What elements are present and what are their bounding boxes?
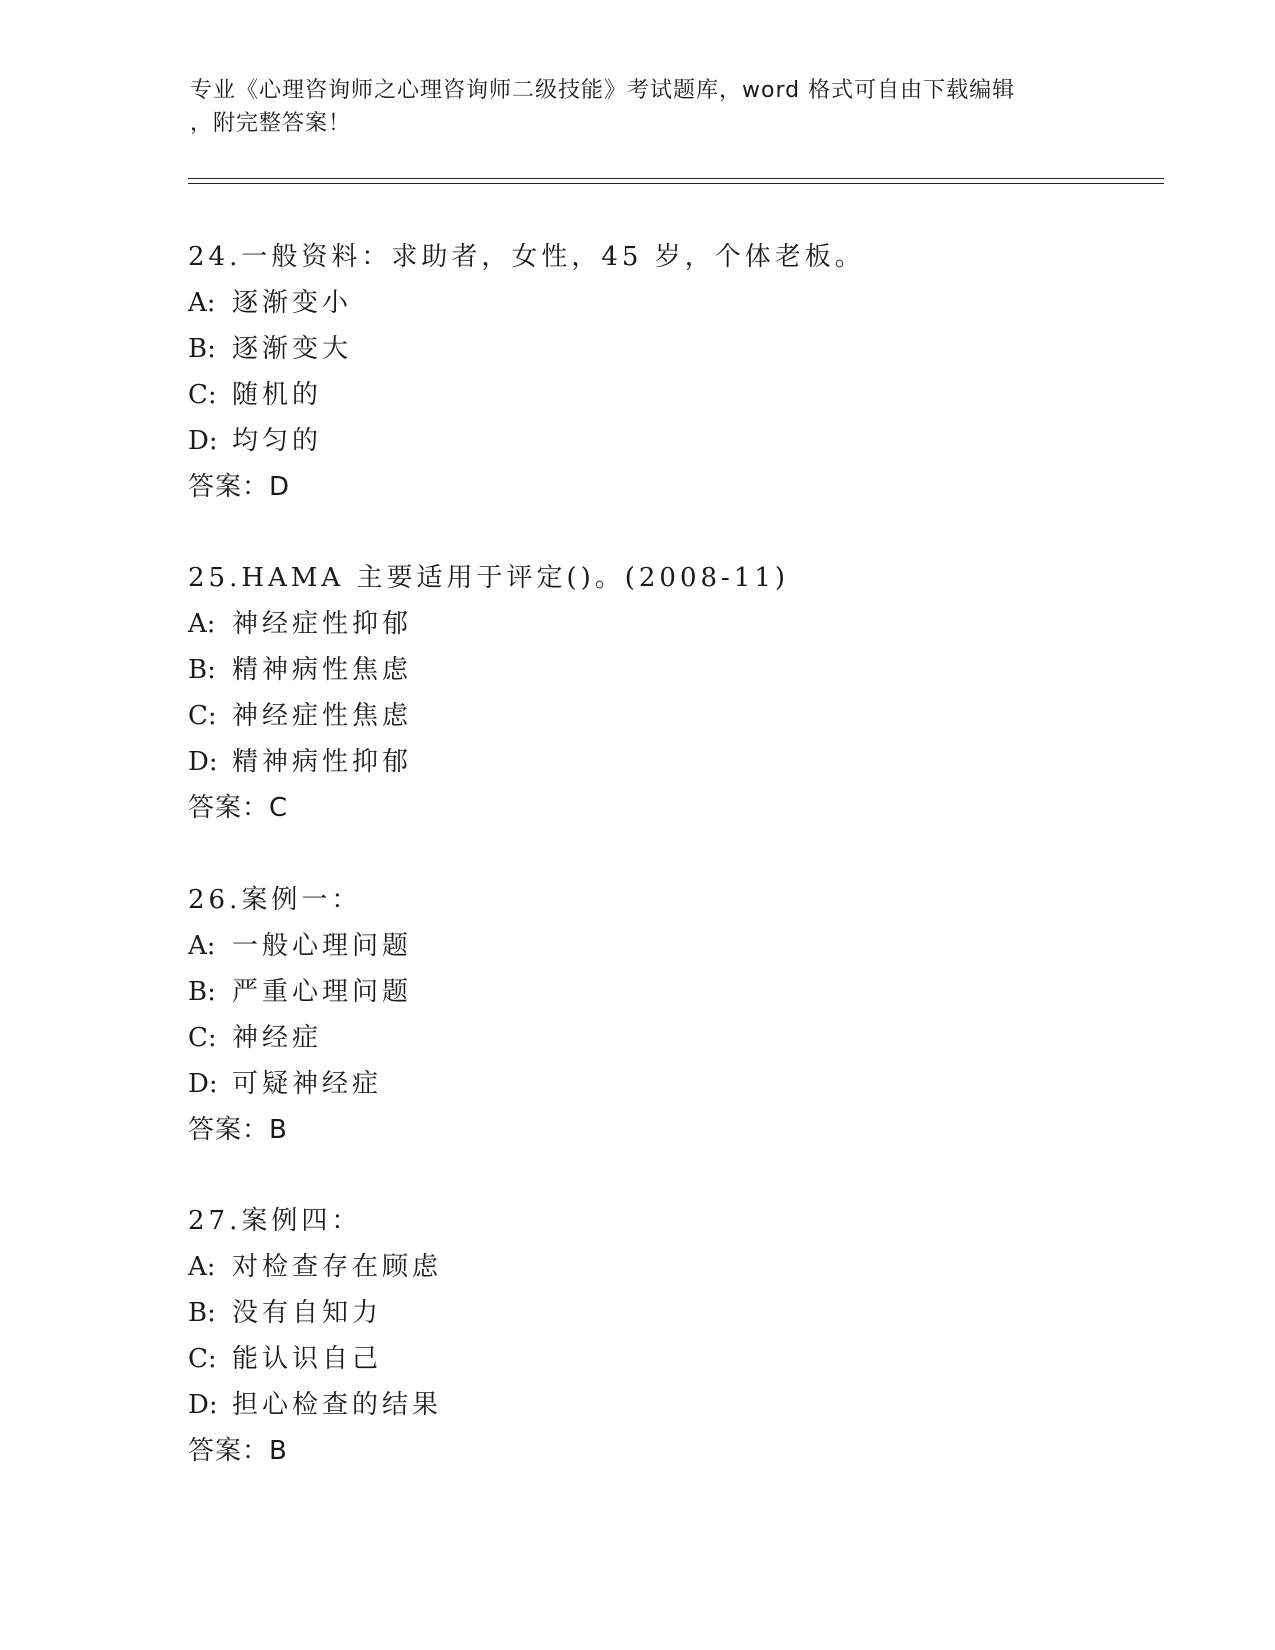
question-stem: 24.一般资料：求助者，女性，45 岁，个体老板。 <box>188 242 865 272</box>
header-rule-top <box>188 178 1164 179</box>
option-a <box>188 1244 1188 1290</box>
option-text: 担心检查的结果 <box>232 1390 443 1420</box>
option-key: D: <box>188 1069 218 1099</box>
option-key: B: <box>188 334 216 364</box>
option-key: D: <box>188 747 218 777</box>
option-b <box>188 969 1188 1015</box>
option-text: 一般心理问题 <box>232 931 413 961</box>
option-a <box>188 601 1188 647</box>
option-c <box>188 693 1188 739</box>
option-text: 均匀的 <box>232 426 323 456</box>
header-rule-bottom <box>188 183 1164 184</box>
option-b <box>188 1290 1188 1336</box>
option-key: A: <box>188 1252 216 1282</box>
answer-line: 答案：D <box>188 472 291 502</box>
question-stem: 27.案例四： <box>188 1206 362 1236</box>
option-d <box>188 739 1188 785</box>
option-text: 逐渐变小 <box>232 288 353 318</box>
option-text: 能认识自己 <box>232 1344 383 1374</box>
option-key: C: <box>188 1344 217 1374</box>
option-key: C: <box>188 1023 217 1053</box>
question-25 <box>188 555 1188 831</box>
question-24 <box>188 234 1188 510</box>
option-text: 精神病性抑郁 <box>232 747 413 777</box>
option-a <box>188 923 1188 969</box>
option-d <box>188 418 1188 464</box>
option-d <box>188 1382 1188 1428</box>
option-key: C: <box>188 701 217 731</box>
option-text: 神经症性焦虑 <box>232 701 413 731</box>
document-header <box>190 74 1090 140</box>
option-text: 对检查存在顾虑 <box>232 1252 443 1282</box>
question-stem: 25.HAMA 主要适用于评定()。(2008-11) <box>188 563 790 593</box>
option-text: 可疑神经症 <box>232 1069 383 1099</box>
question-26 <box>188 877 1188 1153</box>
header-line-1: 专业《心理咨询师之心理咨询师二级技能》考试题库，word 格式可自由下载编辑 <box>190 78 1016 103</box>
option-c <box>188 1015 1188 1061</box>
option-key: A: <box>188 609 216 639</box>
answer-line: 答案：B <box>188 1436 288 1466</box>
question-27 <box>188 1198 1188 1474</box>
option-text: 神经症 <box>232 1023 323 1053</box>
header-line-2: ，附完整答案！ <box>190 111 352 136</box>
option-key: A: <box>188 931 216 961</box>
answer-line: 答案：B <box>188 1115 288 1145</box>
option-text: 随机的 <box>232 380 323 410</box>
option-key: A: <box>188 288 216 318</box>
option-c <box>188 1336 1188 1382</box>
option-key: C: <box>188 380 217 410</box>
option-text: 没有自知力 <box>232 1298 383 1328</box>
option-d <box>188 1061 1188 1107</box>
option-key: D: <box>188 1390 218 1420</box>
option-text: 精神病性焦虑 <box>232 655 413 685</box>
option-b <box>188 647 1188 693</box>
option-key: B: <box>188 977 216 1007</box>
answer-line: 答案：C <box>188 793 289 823</box>
option-key: D: <box>188 426 218 456</box>
option-text: 逐渐变大 <box>232 334 353 364</box>
option-b <box>188 326 1188 372</box>
option-text: 严重心理问题 <box>232 977 413 1007</box>
option-key: B: <box>188 1298 216 1328</box>
option-key: B: <box>188 655 216 685</box>
question-stem: 26.案例一： <box>188 885 362 915</box>
option-a <box>188 280 1188 326</box>
option-c <box>188 372 1188 418</box>
option-text: 神经症性抑郁 <box>232 609 413 639</box>
